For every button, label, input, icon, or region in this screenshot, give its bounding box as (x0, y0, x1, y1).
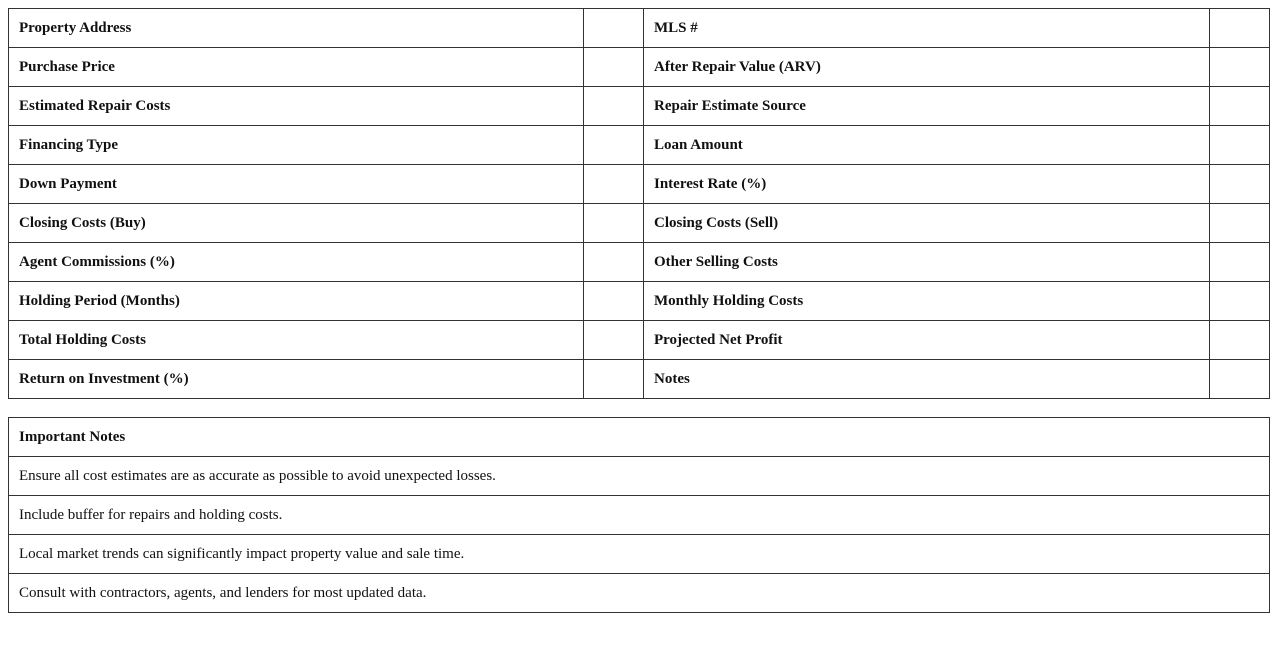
notes-title: Important Notes (9, 418, 1270, 457)
field-value-estimated-repair-costs[interactable] (584, 87, 644, 126)
table-row (9, 243, 1270, 282)
field-label-property-address: Property Address (9, 9, 584, 48)
notes-header-row (9, 418, 1270, 457)
note-row (9, 496, 1270, 535)
field-label-roi: Return on Investment (%) (9, 360, 584, 399)
field-value-mls-number[interactable] (1210, 9, 1270, 48)
field-value-roi[interactable] (584, 360, 644, 399)
field-value-agent-commissions[interactable] (584, 243, 644, 282)
field-label-repair-estimate-source: Repair Estimate Source (644, 87, 1210, 126)
field-value-financing-type[interactable] (584, 126, 644, 165)
field-value-loan-amount[interactable] (1210, 126, 1270, 165)
field-label-estimated-repair-costs: Estimated Repair Costs (9, 87, 584, 126)
field-value-closing-costs-sell[interactable] (1210, 204, 1270, 243)
property-analysis-table (8, 8, 1270, 399)
note-row (9, 574, 1270, 613)
field-label-down-payment: Down Payment (9, 165, 584, 204)
table-row (9, 321, 1270, 360)
table-row (9, 165, 1270, 204)
field-value-interest-rate[interactable] (1210, 165, 1270, 204)
table-row (9, 282, 1270, 321)
table-row (9, 126, 1270, 165)
field-label-total-holding-costs: Total Holding Costs (9, 321, 584, 360)
table-row (9, 87, 1270, 126)
field-value-monthly-holding-costs[interactable] (1210, 282, 1270, 321)
field-label-mls-number: MLS # (644, 9, 1210, 48)
note-row (9, 535, 1270, 574)
note-item: Include buffer for repairs and holding costs. (9, 496, 1270, 535)
field-label-agent-commissions: Agent Commissions (%) (9, 243, 584, 282)
note-item: Ensure all cost estimates are as accurate as possible to avoid unexpected losses. (9, 457, 1270, 496)
field-label-loan-amount: Loan Amount (644, 126, 1210, 165)
field-value-total-holding-costs[interactable] (584, 321, 644, 360)
field-label-arv: After Repair Value (ARV) (644, 48, 1210, 87)
note-item: Consult with contractors, agents, and lenders for most updated data. (9, 574, 1270, 613)
field-value-purchase-price[interactable] (584, 48, 644, 87)
table-row (9, 360, 1270, 399)
important-notes-table (8, 417, 1270, 613)
field-label-interest-rate: Interest Rate (%) (644, 165, 1210, 204)
table-row (9, 204, 1270, 243)
note-row (9, 457, 1270, 496)
field-value-other-selling-costs[interactable] (1210, 243, 1270, 282)
field-label-purchase-price: Purchase Price (9, 48, 584, 87)
field-label-holding-period: Holding Period (Months) (9, 282, 584, 321)
field-label-projected-net-profit: Projected Net Profit (644, 321, 1210, 360)
field-value-holding-period[interactable] (584, 282, 644, 321)
table-row (9, 48, 1270, 87)
note-item: Local market trends can significantly impact property value and sale time. (9, 535, 1270, 574)
field-label-closing-costs-sell: Closing Costs (Sell) (644, 204, 1210, 243)
field-value-property-address[interactable] (584, 9, 644, 48)
field-label-financing-type: Financing Type (9, 126, 584, 165)
field-label-monthly-holding-costs: Monthly Holding Costs (644, 282, 1210, 321)
field-value-closing-costs-buy[interactable] (584, 204, 644, 243)
field-value-arv[interactable] (1210, 48, 1270, 87)
field-value-down-payment[interactable] (584, 165, 644, 204)
field-value-projected-net-profit[interactable] (1210, 321, 1270, 360)
field-label-notes: Notes (644, 360, 1210, 399)
field-label-other-selling-costs: Other Selling Costs (644, 243, 1210, 282)
field-label-closing-costs-buy: Closing Costs (Buy) (9, 204, 584, 243)
field-value-notes[interactable] (1210, 360, 1270, 399)
table-row (9, 9, 1270, 48)
field-value-repair-estimate-source[interactable] (1210, 87, 1270, 126)
